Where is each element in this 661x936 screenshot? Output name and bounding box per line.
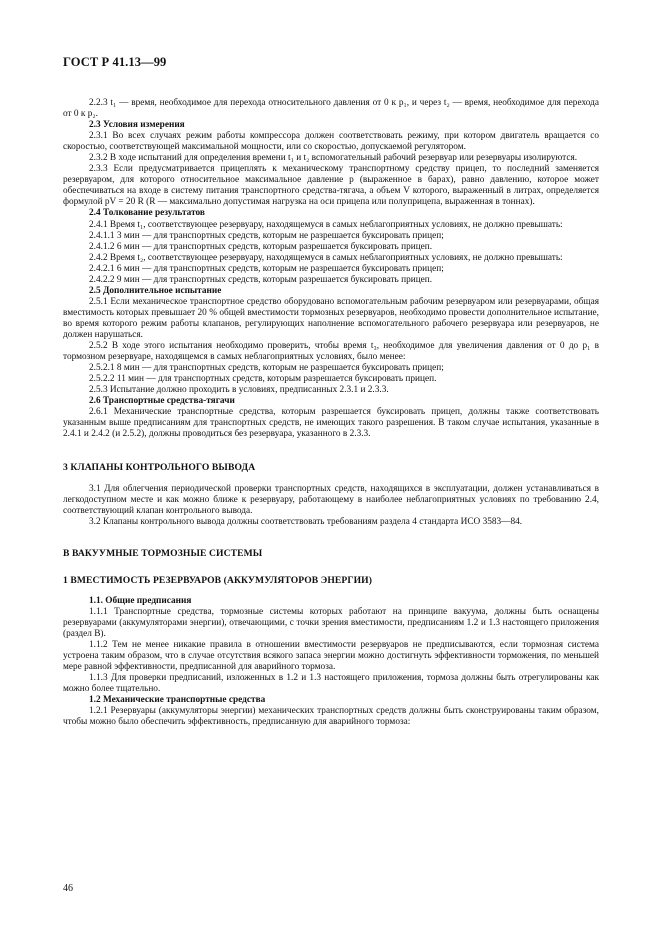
paragraph: 1.1.3 Для проверки предписаний, изложенных в 1.2 и 1.3 настоящего приложения, тормоза должны быть отрегулированы как можно более тщательно. bbox=[63, 673, 599, 695]
section-heading: 1 ВМЕСТИМОСТЬ РЕЗЕРВУАРОВ (АККУМУЛЯТОРОВ ЭНЕРГИИ) bbox=[63, 574, 373, 586]
paragraph: 2.2.3 t₁ — время, необходимое для перехода относительного давления от 0 к p₁, и через t₂ — время, необходимое для перехода от 0 к p₂. bbox=[63, 98, 599, 120]
paragraph: 1.1.1 Транспортные средства, тормозные системы которых работают на принципе вакуума, должны быть оснащены резервуарами (аккумуляторами энергии), отвечающими, с точки зрения вместимости, предписаниям 1.2 и 1.3 настоящего приложения (раздел В). bbox=[63, 606, 599, 639]
paragraph: 2.6.1 Механические транспортные средства, которым разрешается буксировать прицеп, должны также соответствовать указанным выше предписаниям для транспортных средств, не имеющих такого разрешения. В таком случае испытания, указанные в 2.4.1 и 2.4.2 (и 2.5.2), должны проводиться без резервуара, указанного в 2.3.3. bbox=[63, 407, 599, 440]
paragraph: 2.5.2.1 8 мин — для транспортных средств, которым не разрешается буксировать прицеп; bbox=[89, 363, 444, 374]
paragraph: 2.4.1.1 3 мин — для транспортных средств, которым не разрешается буксировать прицеп; bbox=[89, 230, 444, 241]
paragraph: 2.4.2 Время t₂, соответствующее резервуару, находящемуся в самых неблагоприятных условиях, не должно превышать: bbox=[89, 252, 563, 263]
paragraph: 2.3.1 Во всех случаях режим работы компрессора должен соответствовать режиму, при котором двигатель вращается со скоростью, соответствующей максимальной мощности, или со скоростью, допускаемой регулятором. bbox=[63, 131, 599, 153]
document-body bbox=[63, 98, 599, 728]
paragraph: 2.4.2.1 6 мин — для транспортных средств, которым не разрешается буксировать прицеп; bbox=[89, 263, 444, 274]
paragraph: 2.4.1 Время t₁, соответствующее резервуару, находящемуся в самых неблагоприятных условиях, не должно превышать: bbox=[89, 219, 563, 230]
paragraph: 1.1.2 Тем не менее никакие правила в отношении вместимости резервуаров не предписываются, если тормозная система устроена таким образом, что в случае отсутствия всякого запаса энергии можно достигнуть эффективности торможения, по меньшей мере равной эффективности, предписанной для аварийного тормоза. bbox=[63, 639, 599, 673]
paragraph: 2.5.2 В ходе этого испытания необходимо проверить, чтобы время t₃, необходимое для увеличения давления от 0 до p₁ в тормозном резервуаре, находящемся в самых неблагоприятных условиях, было менее: bbox=[63, 341, 599, 363]
section-heading: 3 КЛАПАНЫ КОНТРОЛЬНОГО ВЫВОДА bbox=[63, 462, 256, 474]
paragraph: 2.3.3 Если предусматривается прицеплять к механическому транспортному средству прицеп, то последний заменяется резервуаром, для которого относительное максимальное давление p (выраженное в барах), равно давлению, которое может обеспечиваться на входе в систему питания транспортного средства-тягача, а объем V которого, выраженный в литрах, определяется формулой pV = 20 R (R — максимально допустимая нагрузка на оси прицепа или полуприцепа, выраженная в тоннах). bbox=[63, 164, 599, 208]
paragraph: 3.1 Для облегчения периодической проверки транспортных средств, находящихся в эксплуатации, должен устанавливаться в легкодоступном месте и как можно ближе к резервуару, работающему в наиболее неблагоприятных условиях по требованию 2.4, соответствующий клапан контрольного вывода. bbox=[63, 483, 599, 516]
paragraph: 2.4.2.2 9 мин — для транспортных средств, которым разрешается буксировать прицеп. bbox=[89, 274, 433, 285]
section-heading: В ВАКУУМНЫЕ ТОРМОЗНЫЕ СИСТЕМЫ bbox=[63, 547, 263, 559]
paragraph: 2.5.3 Испытание должно проходить в условиях, предписанных 2.3.1 и 2.3.3. bbox=[89, 385, 389, 396]
paragraph: 3.2 Клапаны контрольного вывода должны соответствовать требованиям раздела 4 стандарта ИСО 3583—84. bbox=[89, 516, 523, 527]
paragraph: 2.4.1.2 6 мин — для транспортных средств, которым разрешается буксировать прицеп. bbox=[89, 241, 433, 252]
paragraph: 2.5.2.2 11 мин — для транспортных средств, которым разрешается буксировать прицеп. bbox=[89, 374, 437, 385]
subsection-heading: 2.3 Условия измерения bbox=[89, 120, 185, 131]
subsection-heading: 2.4 Толкование результатов bbox=[89, 208, 205, 219]
paragraph: 2.3.2 В ходе испытаний для определения времени t₁ и t₂ вспомогательный рабочий резервуар или резервуары изолируются. bbox=[89, 153, 578, 164]
subsection-heading: 2.5 Дополнительное испытание bbox=[89, 285, 222, 296]
subsection-heading: 1.1. Общие предписания bbox=[89, 595, 192, 606]
subsection-heading: 1.2 Механические транспортные средства bbox=[89, 695, 266, 706]
document-header: ГОСТ Р 41.13—99 bbox=[63, 55, 167, 69]
paragraph: 2.5.1 Если механическое транспортное средство оборудовано вспомогательным рабочим резервуаром или резервуарами, общая вместимость которых превышает 20 % общей вместимости тормозных резервуаров, необходимо провести дополнительное испытание, во время которого режим работы клапанов, регулирующих наполнение вспомогательного рабочего резервуара или резервуаров, не должен нарушаться. bbox=[63, 296, 599, 340]
paragraph: 1.2.1 Резервуары (аккумуляторы энергии) механических транспортных средств должны быть сконструированы таким образом, чтобы можно было обеспечить эффективность, предписанную для аварийного тормоза: bbox=[63, 706, 599, 728]
subsection-heading: 2.6 Транспортные средства-тягачи bbox=[89, 396, 235, 407]
page-number: 46 bbox=[63, 883, 73, 894]
